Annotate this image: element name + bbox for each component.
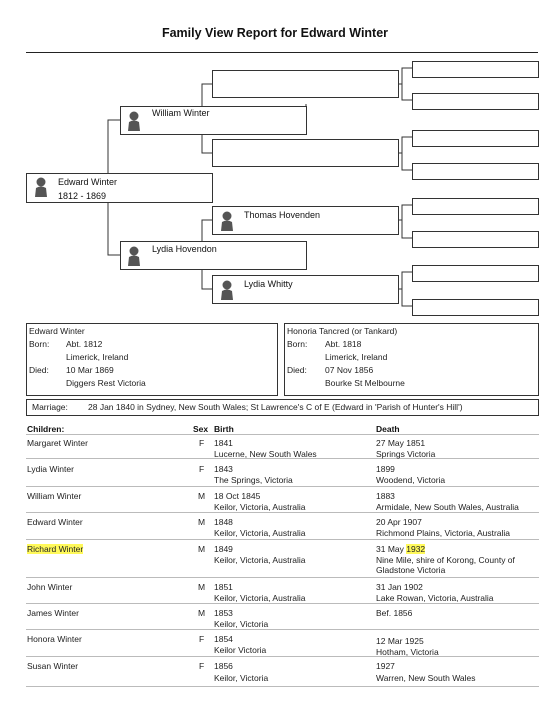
child-death-place: Armidale, New South Wales, Australia bbox=[376, 502, 519, 512]
child-death-date: Bef. 1856 bbox=[376, 608, 413, 618]
child-sex: F bbox=[199, 438, 205, 448]
maternal-grandfather-name: Thomas Hovenden bbox=[244, 210, 321, 220]
child-birth-place: Keilor, Victoria bbox=[214, 673, 269, 683]
ancestor-box-3[interactable] bbox=[412, 130, 539, 147]
child-death-place: Lake Rowan, Victoria, Australia bbox=[376, 593, 494, 603]
child-birth-place: Lucerne, New South Wales bbox=[214, 449, 317, 459]
wife-born-place: Limerick, Ireland bbox=[325, 352, 388, 362]
child-death-place-line2: Gladstone Victoria bbox=[376, 565, 446, 575]
child-birth-date: 1851 bbox=[214, 582, 233, 592]
child-death-date bbox=[376, 544, 425, 555]
child-death-date: 27 May 1851 bbox=[376, 438, 426, 448]
ancestor-box-6[interactable] bbox=[412, 231, 539, 248]
child-birth-date: 1854 bbox=[214, 634, 233, 644]
husband-died-date: 10 Mar 1869 bbox=[66, 365, 114, 375]
ancestor-box-8[interactable] bbox=[412, 299, 539, 316]
paternal-grandfather-box[interactable] bbox=[212, 70, 399, 98]
child-birth-place: Keilor, Victoria bbox=[214, 619, 269, 629]
husband-died-label: Died: bbox=[29, 365, 49, 375]
child-death-date: 1899 bbox=[376, 464, 395, 474]
child-name-highlight: Richard Winter bbox=[27, 544, 84, 554]
child-birth-date: 18 Oct 1845 bbox=[214, 491, 261, 501]
child-name[interactable]: Honora Winter bbox=[27, 634, 82, 644]
birth-header: Birth bbox=[214, 424, 234, 434]
sex-header: Sex bbox=[193, 424, 209, 434]
child-birth-date: 1856 bbox=[214, 661, 233, 671]
child-name[interactable]: Susan Winter bbox=[27, 661, 79, 671]
child-death-place: Springs Victoria bbox=[376, 449, 436, 459]
person-silhouette-icon bbox=[127, 110, 141, 131]
husband-born-date: Abt. 1812 bbox=[66, 339, 103, 349]
child-death-place: Warren, New South Wales bbox=[376, 673, 476, 683]
husband-died-place: Diggers Rest Victoria bbox=[66, 378, 146, 388]
person-silhouette-icon bbox=[127, 245, 141, 266]
wife-born-label: Born: bbox=[287, 339, 308, 349]
child-birth-place: Keilor, Victoria, Australia bbox=[214, 502, 306, 512]
child-death-place: Richmond Plains, Victoria, Australia bbox=[376, 528, 511, 538]
child-death-place: Nine Mile, shire of Korong, County of bbox=[376, 555, 515, 565]
husband-name: Edward Winter bbox=[29, 326, 85, 336]
child-sex: M bbox=[198, 491, 206, 501]
child-birth-place: Keilor Victoria bbox=[214, 645, 267, 655]
person-silhouette-icon bbox=[220, 279, 234, 300]
children-header: Children: bbox=[27, 424, 65, 434]
wife-died-label: Died: bbox=[287, 365, 307, 375]
child-name[interactable]: John Winter bbox=[27, 582, 73, 592]
child-name[interactable]: James Winter bbox=[27, 608, 79, 618]
child-death-date: 1927 bbox=[376, 661, 395, 671]
child-death-date: 12 Mar 1925 bbox=[376, 636, 424, 646]
death-date-prefix: 31 May bbox=[376, 544, 404, 554]
husband-born-label: Born: bbox=[29, 339, 50, 349]
report-title: Family View Report for Edward Winter bbox=[161, 26, 389, 40]
husband-born-place: Limerick, Ireland bbox=[66, 352, 129, 362]
child-sex: M bbox=[198, 517, 206, 527]
child-name[interactable] bbox=[27, 544, 83, 555]
person-silhouette-icon bbox=[220, 210, 234, 231]
child-birth-date: 1843 bbox=[214, 464, 233, 474]
subject-years: 1812 - 1869 bbox=[58, 191, 107, 201]
child-name[interactable]: Margaret Winter bbox=[27, 438, 88, 448]
ancestor-box-4[interactable] bbox=[412, 163, 539, 180]
child-birth-date: 1848 bbox=[214, 517, 233, 527]
child-birth-place: Keilor, Victoria, Australia bbox=[214, 593, 306, 603]
paternal-grandmother-box[interactable] bbox=[212, 139, 399, 167]
child-birth-date: 1853 bbox=[214, 608, 233, 618]
child-birth-place: The Springs, Victoria bbox=[214, 475, 293, 485]
child-birth-date: 1849 bbox=[214, 544, 233, 554]
child-death-date: 20 Apr 1907 bbox=[376, 517, 422, 527]
child-sex: F bbox=[199, 634, 205, 644]
child-sex: M bbox=[198, 582, 206, 592]
child-birth-place: Keilor, Victoria, Australia bbox=[214, 528, 306, 538]
maternal-grandmother-name: Lydia Whitty bbox=[244, 279, 293, 289]
wife-born-date: Abt. 1818 bbox=[325, 339, 362, 349]
child-sex: F bbox=[199, 464, 205, 474]
child-death-date: 31 Jan 1902 bbox=[376, 582, 423, 592]
marriage-label: Marriage: bbox=[32, 402, 68, 412]
subject-name: Edward Winter bbox=[58, 177, 118, 187]
child-name[interactable]: Edward Winter bbox=[27, 517, 83, 527]
maternal-grandmother-box[interactable] bbox=[212, 275, 399, 304]
child-death-place: Hotham, Victoria bbox=[376, 647, 439, 657]
wife-died-date: 07 Nov 1856 bbox=[325, 365, 374, 375]
child-death-place: Woodend, Victoria bbox=[376, 475, 446, 485]
ancestor-box-7[interactable] bbox=[412, 265, 539, 282]
death-header: Death bbox=[376, 424, 400, 434]
child-sex: M bbox=[198, 608, 206, 618]
death-year-highlight: 1932 bbox=[406, 544, 426, 554]
mother-name: Lydia Hovendon bbox=[152, 244, 217, 254]
child-name[interactable]: William Winter bbox=[27, 491, 82, 501]
child-sex: M bbox=[198, 544, 206, 554]
child-birth-date: 1841 bbox=[214, 438, 233, 448]
father-box[interactable] bbox=[120, 106, 307, 135]
wife-died-place: Bourke St Melbourne bbox=[325, 378, 405, 388]
ancestor-box-1[interactable] bbox=[412, 61, 539, 78]
wife-name: Honoria Tancred (or Tankard) bbox=[287, 326, 398, 336]
child-birth-place: Keilor, Victoria, Australia bbox=[214, 555, 306, 565]
child-name[interactable]: Lydia Winter bbox=[27, 464, 74, 474]
person-silhouette-icon bbox=[34, 176, 48, 197]
ancestor-box-5[interactable] bbox=[412, 198, 539, 215]
father-name: William Winter bbox=[152, 108, 210, 118]
subject-box[interactable] bbox=[26, 173, 213, 203]
ancestor-box-2[interactable] bbox=[412, 93, 539, 110]
child-sex: F bbox=[199, 661, 205, 671]
child-death-date: 1883 bbox=[376, 491, 395, 501]
marriage-text: 28 Jan 1840 in Sydney, New South Wales; St Lawrence's C of E (Edward in 'Parish of Hunter's Hill') bbox=[88, 402, 463, 412]
